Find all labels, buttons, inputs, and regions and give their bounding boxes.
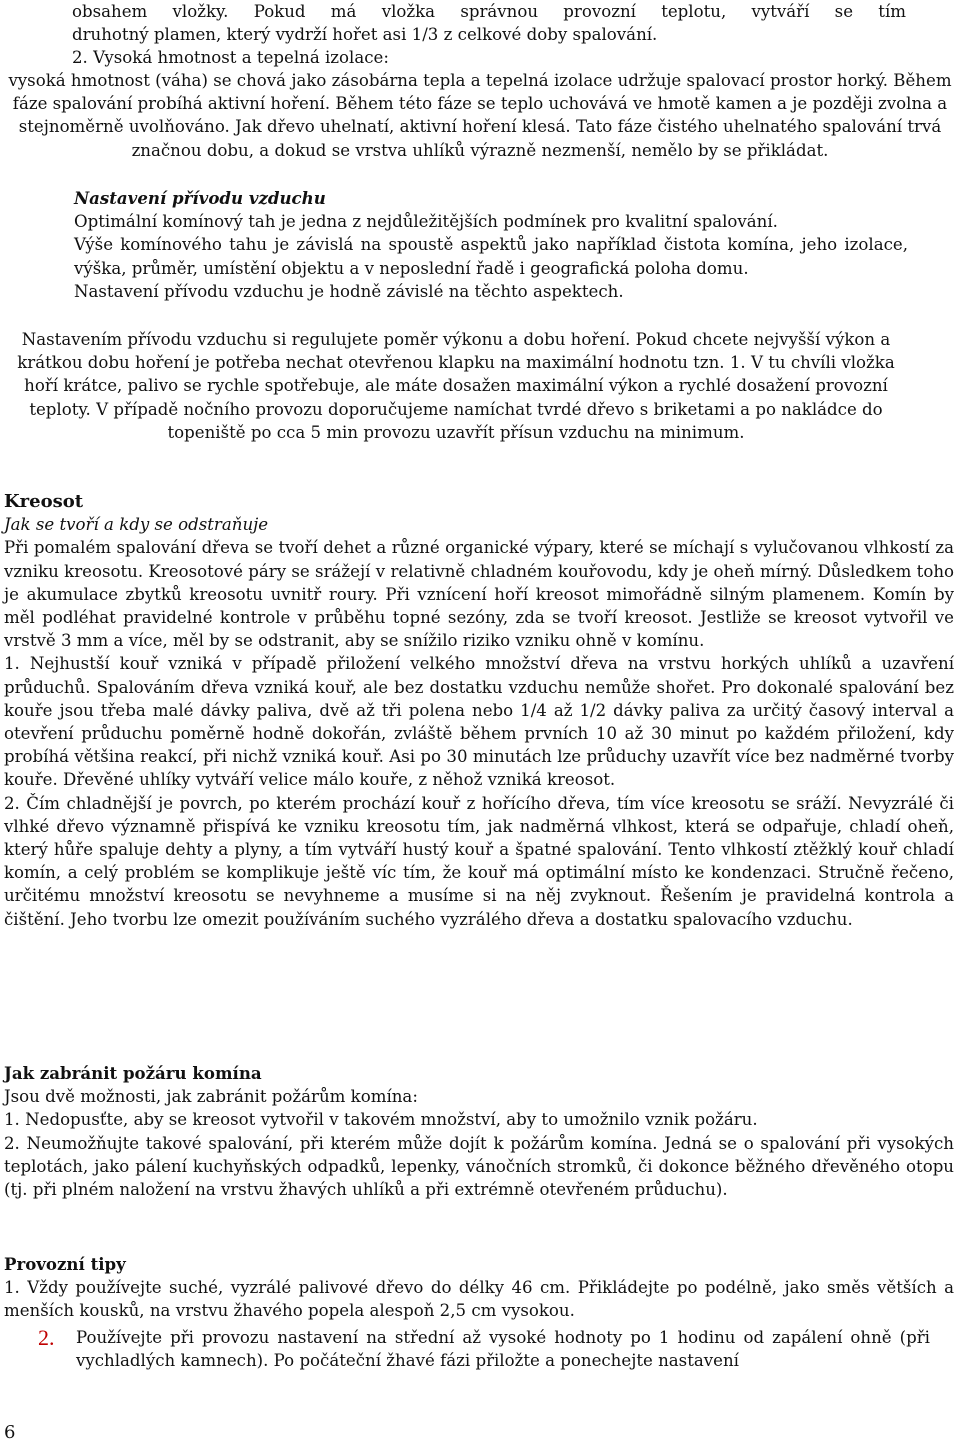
intro-continuation <box>72 0 906 70</box>
kreosot-p1: Při pomalém spalování dřeva se tvoří dehet a různé organické výpary, které se míchají s vylučovanou vlhkostí za vzniku kreosotu. Kreosotové páry se srážejí v relativně chladném kouřovodu, kdy je oheň mírný. Důsledkem toho je akumulace zbytků kreosotu uvnitř roury. Při vznícení hoří kreosot mimořádně silným plamenem. Komín by měl podléhat pravidelné kontrole v průběhu topné sezóny, zda se tvoří kreosot. Jestliže se kreosot vytvořil ve vrstvě 3 mm a více, měl by se odstranit, aby se snížilo riziko vzniku ohně v komínu. <box>4 538 954 651</box>
tips-item-1: 1. Vždy používejte suché, vyzrálé palivové dřevo do délky 46 cm. Přikládejte po podélně, jako směs větších a menších kousků, na vrstvu žhavého popela alespoň 2,5 cm vysokou. <box>4 1278 954 1321</box>
item-2-body <box>4 69 956 162</box>
fire-prevention-heading: Jak zabránit požáru komína <box>4 1063 262 1083</box>
kreosot-p3: 2. Čím chladnější je povrch, po kterém prochází kouř z hořícího dřeva, tím více kreosotu se sráží. Nevyzrálé či vlhké dřevo významně přispívá ke vzniku kreosotu tím, jak nadměrná vlhkost, která se odpařuje, chladí oheň, který hůře spaluje dehty a plyny, a tím vytváří hustý kouř a špatné spalování. Tento vlhkostí ztěžklý kouř chladí komín, a celý problém se komplikuje ještě víc tím, že kouř má optimální místo ke kondenzaci. Stručně řečeno, určitému množství kreosotu se nevyhneme a musíme si na něj zvyknout. Řešením je pravidelná kontrola a čištění. Jeho tvorbu lze omezit používáním suchého vyzrálého dřeva a dostatku spalovacího vzduchu. <box>4 793 954 929</box>
fire-prevention-intro: Jsou dvě možnosti, jak zabránit požárům komína: <box>4 1087 418 1107</box>
tips-item-2-number: 2. <box>38 1325 55 1350</box>
tips-heading: Provozní tipy <box>4 1254 126 1274</box>
item-2-body-text: vysoká hmotnost (váha) se chová jako zásobárna tepla a tepelná izolace udržuje spalovací prostor horký. Během fáze spalování probíhá aktivní hoření. Během této fáze se teplo uchovává ve hmotě kamen a je později zvolna a stejnoměrně uvolňováno. Jak dřevo uhelnatí, aktivní hoření klesá. Tato fáze čistého uhelnatého spalování trvá značnou dobu, a dokud se vrstva uhlíků výrazně nezmenší, nemělo by se přikládat. <box>8 71 952 160</box>
tips-section <box>4 1253 954 1323</box>
air-supply-section <box>74 187 908 303</box>
item-2-title: 2. Vysoká hmotnost a tepelná izolace: <box>72 48 389 68</box>
air-supply-p4 <box>4 328 908 444</box>
fire-prevention-item-1: 1. Nedopusťte, aby se kreosot vytvořil v takovém množství, aby to umožnilo vznik požáru. <box>4 1110 758 1130</box>
fire-prevention-section <box>4 1062 954 1201</box>
air-supply-heading: Nastavení přívodu vzduchu <box>74 188 326 208</box>
page-number: 6 <box>4 1422 16 1443</box>
intro-line-2: druhotný plamen, který vydrží hořet asi 1/3 z celkové doby spalování. <box>72 25 658 45</box>
fire-prevention-item-2: 2. Neumožňujte takové spalování, při kterém může dojít k požárům komína. Jedná se o spalování při vysokých teplotách, jako pálení kuchyňských odpadků, lepenky, vánočních stromků, či dokonce běžného dřevěného otopu (tj. při plném naložení na vrstvu žhavých uhlíků a při extrémně otevřeném průduchu). <box>4 1133 954 1200</box>
tips-item-2-text: Používejte při provozu nastavení na střední až vysoké hodnoty po 1 hodinu od zapálení ohně (při vychladlých kamnech). Po počáteční žhavé fázi přiložte a ponechejte nastavení <box>76 1328 930 1371</box>
kreosot-p2: 1. Nejhustší kouř vzniká v případě přiložení velkého množství dřeva na vrstvu horkých uhlíků a uzavření průduchů. Spalováním dřeva vzniká kouř, ale bez dostatku vzduchu nemůže shořet. Pro dokonalé spalování bez kouře jsou třeba malé dávky paliva, dvě až tři polena nebo 1/4 až 1/2 dávky paliva za určitý časový interval a otevření průduchu poměrně hodně dokořán, zvláště během prvních 10 až 30 minut po každém přiložení, kdy probíhá většina reakcí, při nichž vzniká kouř. Asi po 30 minutách lze průduchy uzavřít více bez nadměrné tvorby kouře. Dřevěné uhlíky vytváří velice málo kouře, z něhož vzniká kreosot. <box>4 654 954 790</box>
air-supply-p4-text: Nastavením přívodu vzduchu si regulujete poměr výkonu a dobu hoření. Pokud chcete nejvyšší výkon a krátkou dobu hoření je potřeba nechat otevřenou klapku na maximální hodnotu tzn. 1. V tu chvíli vložka hoří krátce, palivo se rychle spotřebuje, ale máte dosažen maximální výkon a rychlé dosažení provozní teploty. V případě nočního provozu doporučujeme namíchat tvrdé dřevo s briketami a po nakládce do topeniště po cca 5 min provozu uzavřít přísun vzduchu na minimum. <box>17 330 895 442</box>
tips-item-2 <box>4 1326 930 1372</box>
air-supply-p1: Optimální komínový tah je jedna z nejdůležitějších podmínek pro kvalitní spalování. <box>74 212 778 232</box>
air-supply-p3: Nastavení přívodu vzduchu je hodně závislé na těchto aspektech. <box>74 281 624 301</box>
kreosot-heading: Kreosot <box>4 491 84 512</box>
air-supply-p2: Výše komínového tahu je závislá na spoustě aspektů jako například čistota komína, jeho izolace, výška, průměr, umístění objektu a v neposlední řadě i geografická poloha domu. <box>74 235 908 278</box>
kreosot-subheading: Jak se tvoří a kdy se odstraňuje <box>4 515 269 535</box>
intro-line-1: obsahem vložky. Pokud má vložka správnou provozní teplotu, vytváří se tím <box>72 2 906 21</box>
kreosot-section <box>4 490 954 931</box>
